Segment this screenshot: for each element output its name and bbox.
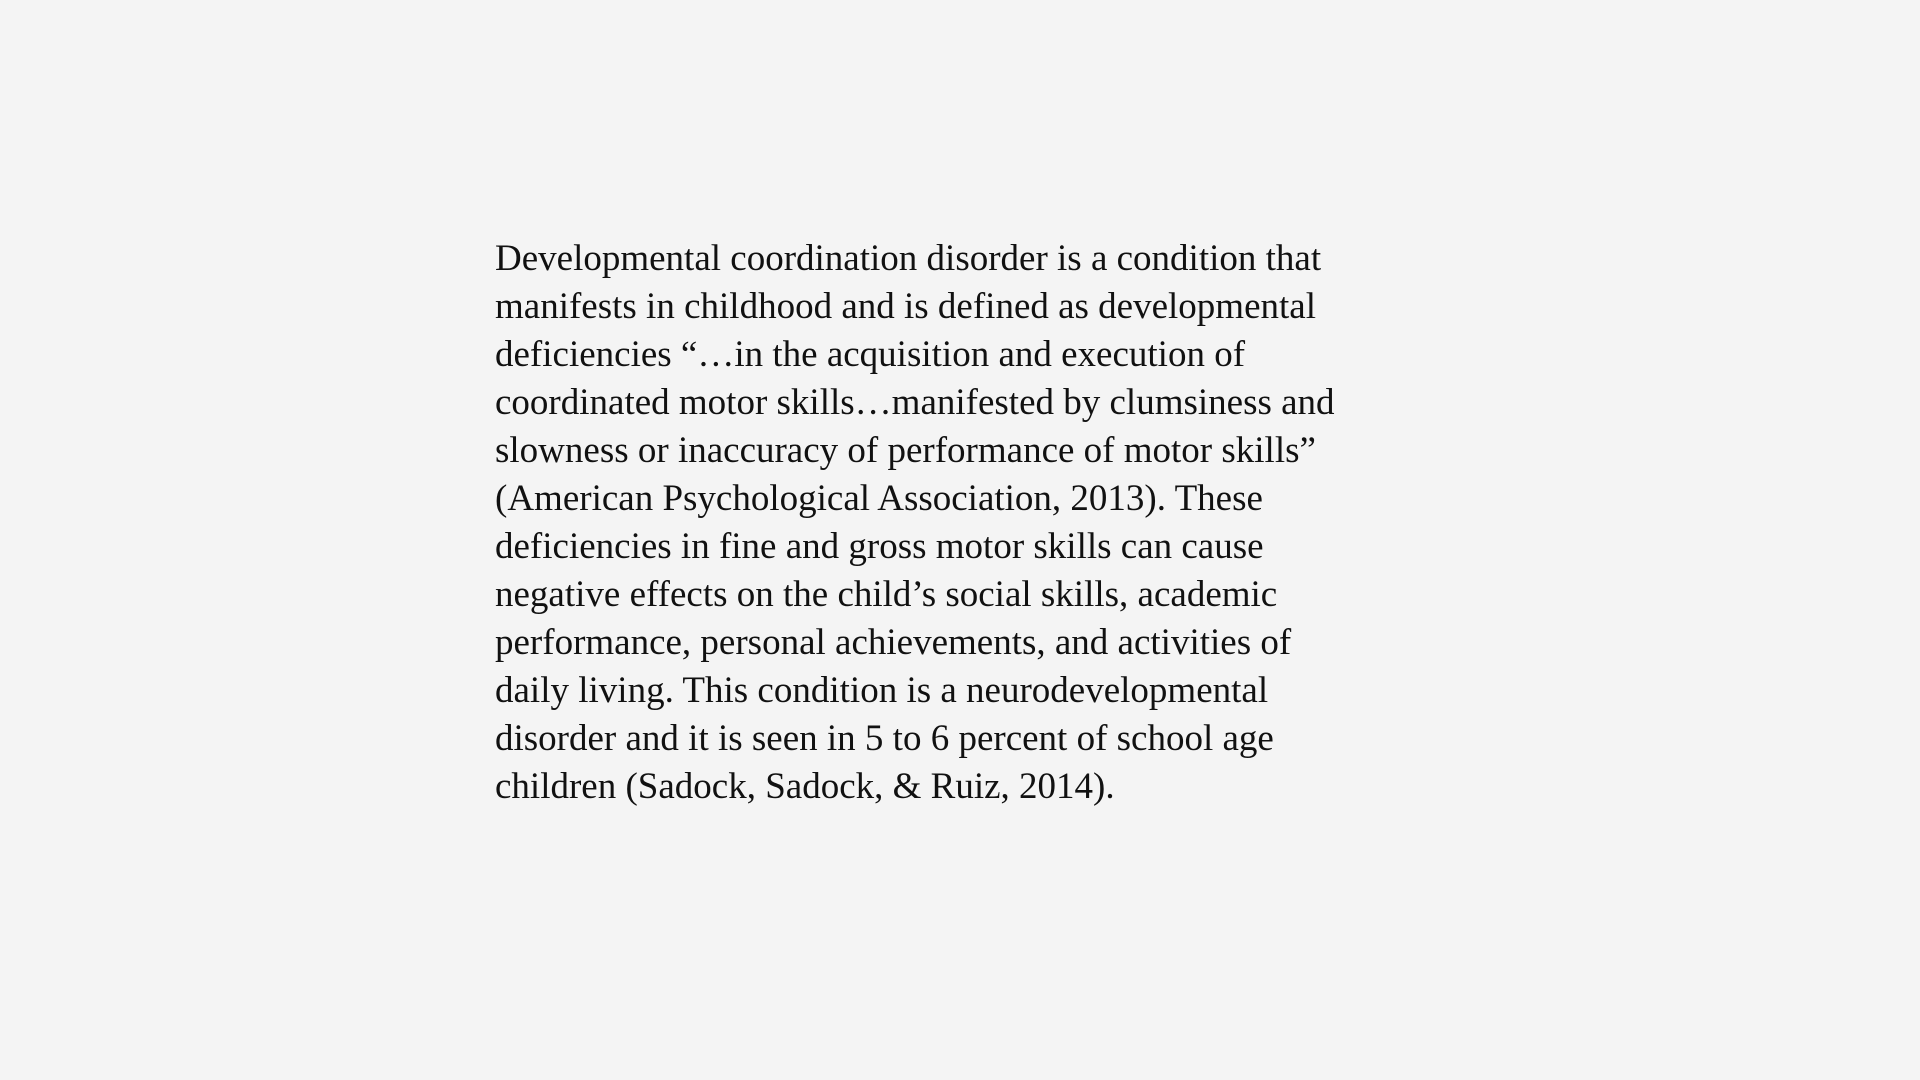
paragraph-line: manifests in childhood and is defined as developmental xyxy=(495,286,1316,327)
paragraph-line: children (Sadock, Sadock, & Ruiz, 2014). xyxy=(495,766,1115,807)
paragraph-line: (American Psychological Association, 2013). These xyxy=(495,478,1263,519)
paragraph-line: coordinated motor skills…manifested by clumsiness and xyxy=(495,382,1335,423)
paragraph-line: Developmental coordination disorder is a condition that xyxy=(495,238,1322,279)
paragraph-line: slowness or inaccuracy of performance of motor skills” xyxy=(495,430,1316,471)
paragraph xyxy=(495,235,1455,811)
paragraph-line: negative effects on the child’s social skills, academic xyxy=(495,574,1278,615)
paragraph-line: daily living. This condition is a neurodevelopmental xyxy=(495,670,1269,711)
paragraph-line: disorder and it is seen in 5 to 6 percent of school age xyxy=(495,718,1274,759)
paragraph-line: performance, personal achievements, and activities of xyxy=(495,622,1292,663)
paragraph-line: deficiencies in fine and gross motor skills can cause xyxy=(495,526,1264,567)
paragraph-line: deficiencies “…in the acquisition and execution of xyxy=(495,334,1246,375)
